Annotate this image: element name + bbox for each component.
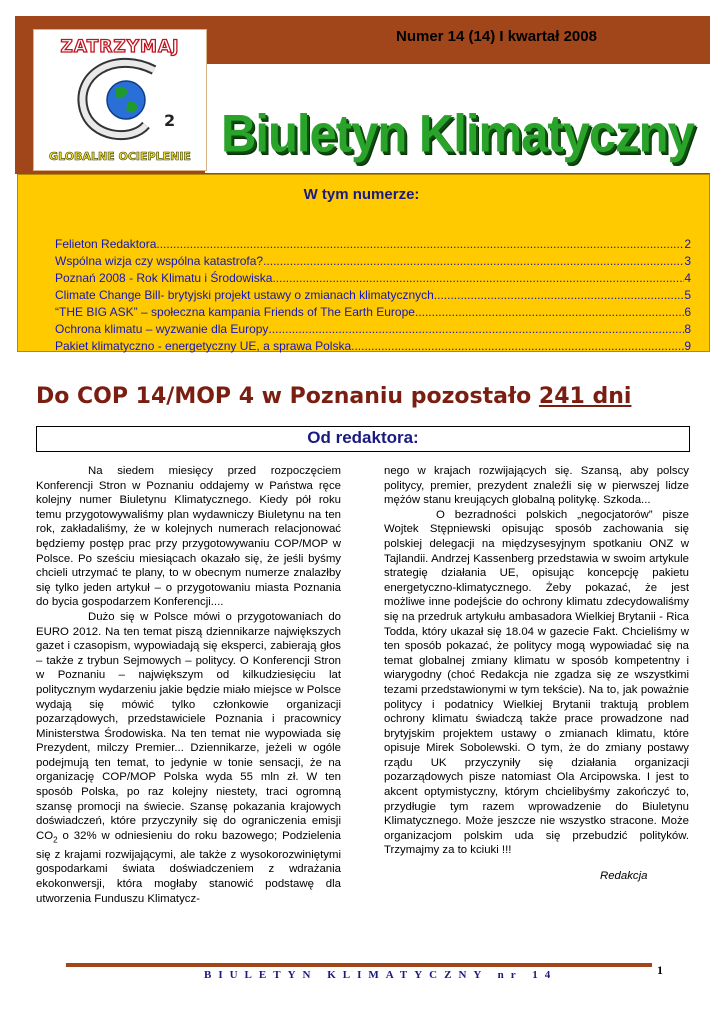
page-number: 1 [657, 963, 663, 977]
contents-list [55, 236, 691, 355]
editorial-paragraph: nego w krajach rozwijających się. Szansą, aby polscy politycy, premier, prezydent znaleźli się w pierwszej lidze mężów stanu kreujących globalną politykę. Szkoda... [384, 465, 689, 507]
contents-item-page: 2 [684, 237, 691, 251]
contents-item-title: Climate Change Bill- brytyjski projekt ustawy o zmianach klimatycznych [55, 288, 434, 302]
earth-co2-logo-icon [34, 30, 206, 170]
contents-item[interactable] [55, 304, 691, 321]
contents-item-page: 6 [684, 305, 691, 319]
bulletin-title: Biuletyn Klimatyczny [221, 105, 694, 164]
contents-item-title: Pakiet klimatyczno - energetyczny UE, a sprawa Polska [55, 339, 352, 353]
editorial-paragraph: Na siedem miesięcy przed rozpoczęciem Konferencji Stron w Poznaniu oddajemy w Państwa ręce kolejny numer Biuletynu Klimatycznego. Kiedy pół roku temu przygotowywaliśmy plan wydawniczy Biuletynu na ten rok, zakładaliśmy, że w kolejnych numerach relacjonować będziemy postęp prac przy przygotowywaniu COP/MOP w Polsce. Po sześciu miesiącach okazało się, że jeśli byśmy chcieli utrzymać te plany, to w obecnym numerze znalazłby się tylko jeden artykuł – o przygotowaniu miasta Poznania do bycia gospodarzem Konferencji.... [36, 465, 341, 609]
contents-item-title: Felieton Redaktora [55, 237, 157, 251]
editorial-signature: Redakcja [600, 870, 648, 882]
contents-item-page: 9 [684, 339, 691, 353]
logo-top-text: ZATRZYMAJ [60, 37, 180, 57]
issue-number: Numer 14 (14) I kwartał 2008 [396, 28, 597, 45]
contents-item[interactable] [55, 253, 691, 270]
contents-item-page: 8 [684, 322, 691, 336]
contents-item[interactable] [55, 321, 691, 338]
editorial-paragraph: Dużo się w Polsce mówi o przygotowaniach do EURO 2012. Na ten temat piszą dziennikarze największych gazet i czasopism, wypowiadają się eksperci, zabierają głos – także z trybun Sejmowych – politycy. O Konferencji Stron w Poznaniu – największym od kilkudziesięciu lat politycznym wydarzeniu jakie będzie miało miejsce w Polsce wydają się mówić tylko członkowie organizacji pozarządowych, przedstawiciele Poznania i pracownicy Ministerstwa Środowiska. Na ten temat nie wypowiada się Prezydent, milczy Premier... Dziennikarze, jeżeli w ogóle podejmują ten temat, to jedynie w tonie sensacji, że na organizację COP/MOP Polska wyda 55 mln zł. W ten sposób Polska, po raz kolejny niestety, traci ogromną szansę promocji na świecie. Szansę pokazania krajowych doświadczeń, które przyczyniły się do ograniczenia emisji $CO_2$ o 32% w odniesieniu do roku bazowego; Podzielenia się z krajami rozwijającymi, ale także z wysokorozwiniętymi gospodarkami świata doświadczeniem z wdrażania ekokonwersji, która mogłaby stanowić podstawę dla utworzenia Funduszu Klimatycz- [36, 610, 341, 905]
contents-item-title: Ochrona klimatu – wyzwanie dla Europy [55, 322, 269, 336]
editorial-right-column [384, 464, 689, 858]
countdown-headline [36, 384, 631, 409]
contents-item-title: Poznań 2008 - Rok Klimatu i Środowiska [55, 271, 273, 285]
contents-item[interactable] [55, 236, 691, 253]
contents-item-page: 4 [684, 271, 691, 285]
footer-title: BIULETYN KLIMATYCZNY nr 14 [204, 969, 558, 981]
contents-item-page: 3 [684, 254, 691, 268]
contents-item[interactable] [55, 270, 691, 287]
editorial-left-column [36, 464, 341, 906]
editorial-paragraph: O bezradności polskich „negocjatorów” pisze Wojtek Stępniewski opisując sposób zachowania się polskiej delegacji na międzysesyjnym spotkaniu ONZ w Tajlandii. Andrzej Kassenberg przedstawia w swoim artykule strategię działania UE, opisując koncepcję pakietu energetyczno-klimatycznego. Żeby pokazać, że jest możliwe inne podejście do ochrony klimatu zdecydowaliśmy się na przedruk artykułu ambasadora Wielkiej Brytanii - Rica Todda, który ukazał się 18.04 w gazecie Fakt. Chcieliśmy w ten sposób pokazać, że politycy mogą wypowiadać się na temat globalnej zmiany klimatu w sposób kompetentny i wiarygodny (choć Redakcja nie zgadza się ze wszystkimi tezami przedstawionymi w tym tekście). Na to, jak poważnie politycy i podatnicy Wielkiej Brytanii traktują problem ochrony klimatu świadczą także prace prowadzone nad brytyjskim projektem ustawy o zmianach klimatu, które opisuje Mirek Sobolewski. O tym, że do zmiany postawy rządu UK przyczyniły się działania organizacji pozarządowych pisze natomiast Ola Arcipowska. I jest to akcent optymistyczny, którym chcielibyśmy zakończyć to, przydługie tym razem wprowadzenie do Biuletynu Klimatycznego. Może jeszcze nie wszystko stracone. Może organizacjom polskim uda się przebudzić polityków. Trzymajmy za to kciuki !!! [384, 508, 689, 857]
contents-item-title: Wspólna wizja czy wspólna katastrofa? [55, 254, 264, 268]
logo-bottom-text: GLOBALNE OCIEPLENIE [49, 150, 191, 163]
countdown-days: 241 dni [538, 384, 632, 409]
logo [33, 29, 207, 171]
contents-item-title: “THE BIG ASK” – społeczna kampania Friends of The Earth Europe [55, 305, 415, 319]
logo-co2-subscript: 2 [164, 111, 176, 130]
editorial-heading: Od redaktora: [307, 428, 419, 447]
contents-item[interactable] [55, 338, 691, 355]
contents-item[interactable] [55, 287, 691, 304]
contents-heading: W tym numerze: [303, 186, 420, 203]
footer-rule [66, 963, 652, 967]
contents-item-page: 5 [684, 288, 691, 302]
countdown-prefix: Do COP 14/MOP 4 w Poznaniu pozostało [36, 384, 539, 409]
